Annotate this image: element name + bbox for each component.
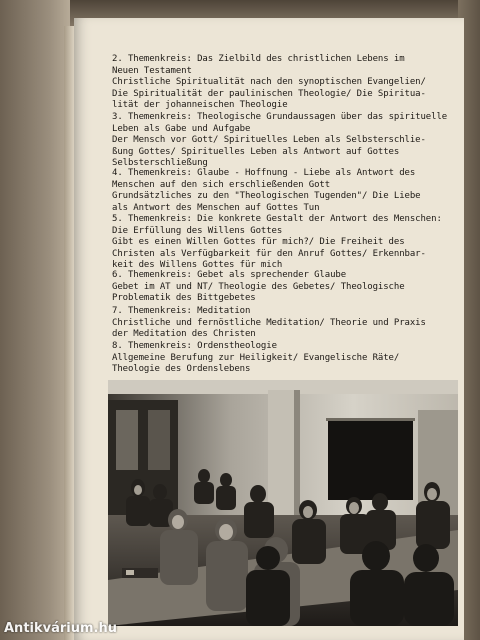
item-line: als Antwort des Menschen auf Gottes Tun [112,202,320,213]
list-item-8 [112,341,458,376]
watermark-logo: Antikvárium.hu [4,621,117,636]
item-line: keit des Willens Gottes für mich [112,260,283,270]
list-item-4 [112,168,458,214]
item-line: lität der johanneischen Theologie [112,100,288,110]
item-line: Leben als Gabe und Aufgabe [112,123,251,134]
item-line: Theologie des Ordenslebens [112,364,251,374]
item-line: Christen als Verfügbarkeit für den Anruf Gottes/ Erkennbar- [112,248,426,259]
item-line: Grundsätzliches zu den "Theologischen Tugenden"/ Die Liebe [112,191,421,201]
list-item-6 [112,270,458,305]
backdrop-left [0,0,70,640]
classroom-photo-image [108,380,458,626]
item-line: 7. Themenkreis: Meditation [112,306,251,316]
item-number: 4. [112,168,123,178]
item-line: Problematik des Bittgebetes [112,293,256,303]
item-number: 7. [112,306,123,316]
list-item-2 [112,54,458,112]
item-number: 8. [112,341,123,351]
item-line: Gibt es einen Willen Gottes für mich?/ Die Freiheit des [112,237,405,247]
item-line: der Meditation des Christen [112,329,256,339]
item-line: Der Mensch vor Gott/ Spirituelles Leben als Selbsterschlie- [112,135,426,145]
item-number: 3. [112,112,123,122]
item-line: 3. Themenkreis: Theologische Grundaussagen über das spirituelle [112,112,448,122]
item-line: ßung Gottes/ Spirituelles Leben als Antwort auf Gottes [112,146,400,157]
item-line: Menschen auf den sich erschließenden Gott [112,179,331,190]
item-line: Christliche Spiritualität nach den synoptischen Evangelien/ [112,77,426,87]
item-line: Selbsterschließung [112,158,208,168]
classroom-photo [108,380,458,626]
item-line: 2. Themenkreis: Das Zielbild des christlichen Lebens im [112,54,405,64]
item-line: 4. Themenkreis: Glaube - Hoffnung - Liebe als Antwort des [112,168,416,178]
item-line: 8. Themenkreis: Ordenstheologie [112,341,277,351]
list-item-3 [112,112,458,170]
item-number: 5. [112,214,123,224]
item-line: Die Erfüllung des Willens Gottes [112,225,283,236]
item-line: Neuen Testament [112,65,192,76]
item-line: 5. Themenkreis: Die konkrete Gestalt der Antwort des Menschen: [112,214,442,224]
list-item-5 [112,214,458,272]
document-page [74,18,464,640]
list-item-7 [112,306,458,341]
item-number: 2. [112,54,123,64]
item-line: Die Spiritualität der paulinischen Theologie/ Die Spiritua- [112,88,426,99]
item-line: Allgemeine Berufung zur Heiligkeit/ Evangelische Räte/ [112,352,400,363]
item-line: 6. Themenkreis: Gebet als sprechender Glaube [112,270,347,280]
item-line: Christliche und fernöstliche Meditation/ Theorie und Praxis [112,317,426,328]
item-line: Gebet im AT und NT/ Theologie des Gebetes/ Theologische [112,281,405,292]
item-number: 6. [112,270,123,280]
